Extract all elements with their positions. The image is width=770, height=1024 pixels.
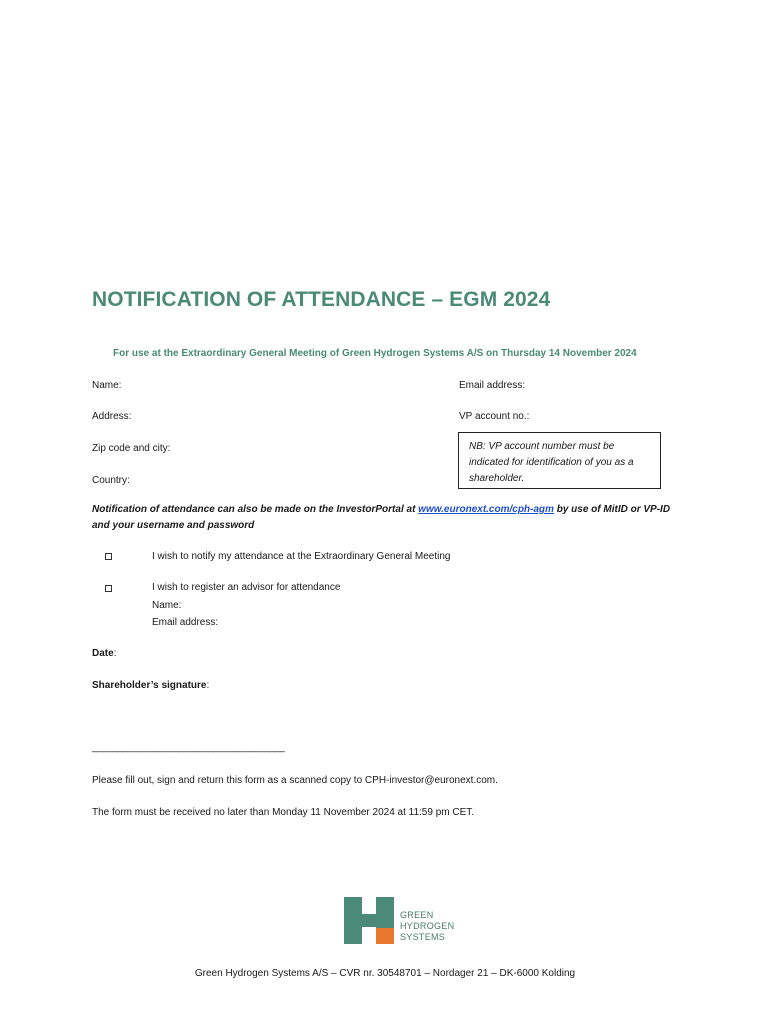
signature-colon: : <box>206 680 210 691</box>
advisor-name-label: Name: <box>152 600 182 611</box>
email-field-label: Email address: <box>459 380 526 391</box>
advisor-option-label: I wish to register an advisor for attendance <box>152 582 341 593</box>
signature-label: Shareholder’s signature <box>92 680 207 691</box>
h-logo-icon <box>344 897 394 944</box>
logo-text-line3: SYSTEMS <box>400 932 446 942</box>
address-field-label: Address: <box>92 411 132 422</box>
date-label: Date <box>92 648 114 659</box>
company-logo-mark <box>344 897 394 944</box>
portal-text-before: Notification of attendance can also be made on the InvestorPortal at <box>92 504 419 515</box>
attend-checkbox[interactable] <box>105 553 112 560</box>
zip-city-field-label: Zip code and city: <box>92 443 171 454</box>
signature-field <box>92 680 209 691</box>
portal-text-after: by use of MitID or VP-ID and your username and password <box>92 504 671 531</box>
page-footer: Green Hydrogen Systems A/S – CVR nr. 30548701 – Nordager 21 – DK-6000 Kolding <box>194 968 576 979</box>
advisor-email-label: Email address: <box>152 617 219 628</box>
advisor-checkbox[interactable] <box>105 585 112 592</box>
date-colon: : <box>113 648 117 659</box>
vp-account-note-box <box>458 432 661 489</box>
deadline-instructions: The form must be received no later than Monday 11 November 2024 at 11:59 pm CET. <box>92 807 475 818</box>
page-title: NOTIFICATION OF ATTENDANCE – EGM 2024 <box>92 288 551 311</box>
logo-text-line1: GREEN <box>400 910 434 920</box>
country-field-label: Country: <box>92 475 130 486</box>
attend-option-label: I wish to notify my attendance at the Extraordinary General Meeting <box>152 551 451 562</box>
company-logo-text <box>400 910 454 943</box>
name-field-label: Name: <box>92 380 122 391</box>
page-subtitle: For use at the Extraordinary General Meeting of Green Hydrogen Systems A/S on Thursday 14 November 2024 <box>113 348 637 359</box>
vp-account-field-label: VP account no.: <box>459 411 530 422</box>
investor-portal-notice <box>92 502 672 534</box>
signature-line: ______________________________________ <box>92 742 285 753</box>
vp-account-note: NB: VP account number must be indicated for identification of you as a shareholder. <box>469 441 634 484</box>
investor-portal-link[interactable]: www.euronext.com/cph-agm <box>418 504 554 515</box>
logo-text-line2: HYDROGEN <box>400 921 455 931</box>
return-instructions: Please fill out, sign and return this form as a scanned copy to CPH-investor@euronext.com. <box>92 775 498 786</box>
date-field <box>92 648 116 659</box>
